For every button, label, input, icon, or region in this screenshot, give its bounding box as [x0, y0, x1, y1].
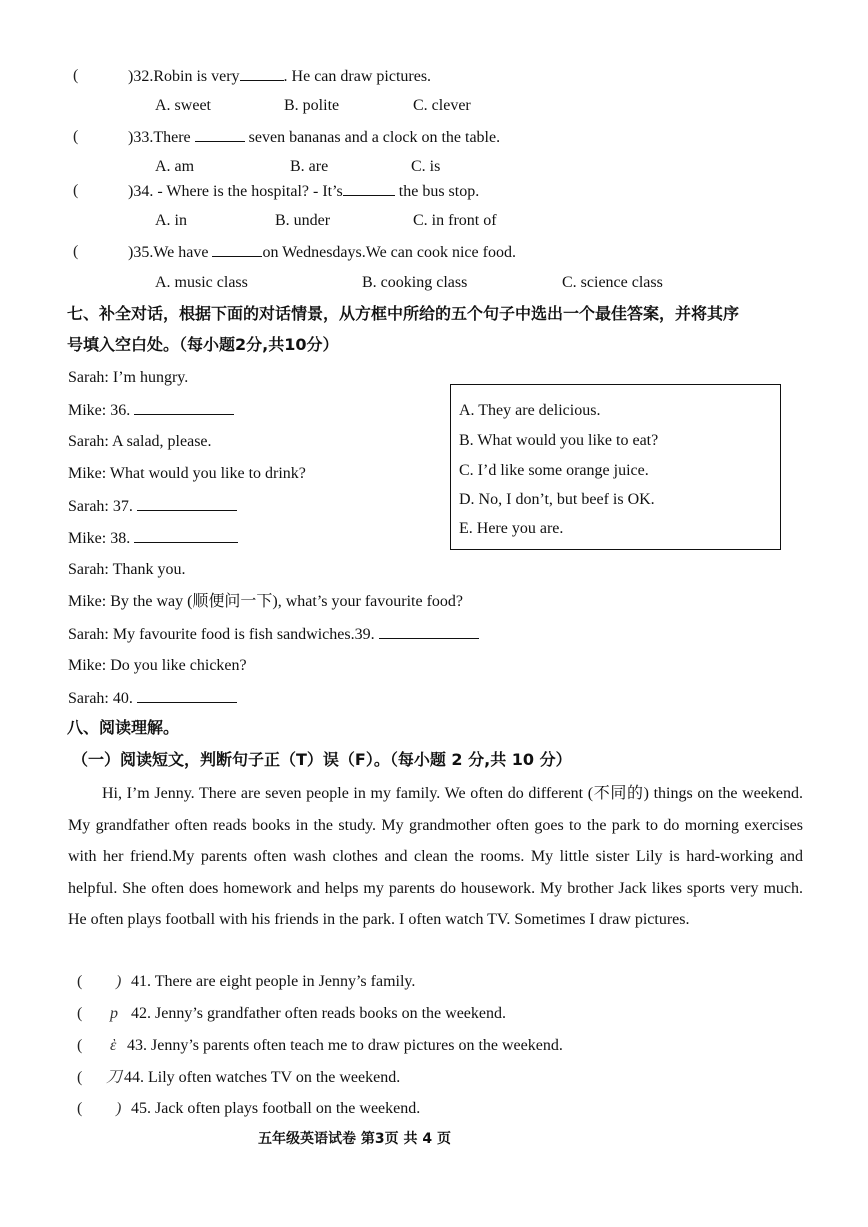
option-b: B. under: [275, 212, 331, 229]
answer-blank: [134, 400, 234, 415]
answer-mark: 刀: [106, 1069, 123, 1086]
answer-bracket: (: [77, 1037, 83, 1054]
question-text: )33.There: [128, 129, 191, 146]
section-7-heading-cont: 号填入空白处。（每小题2分,共10分）: [67, 335, 339, 354]
dialogue-line: [68, 688, 237, 709]
answer-bracket: (: [73, 182, 79, 199]
answer-mark: ): [116, 973, 122, 990]
answer-blank: [137, 688, 237, 703]
dialogue-line: [68, 528, 238, 549]
dialogue-line: Sarah: I’m hungry.: [68, 369, 189, 386]
option-b: B. cooking class: [362, 274, 468, 291]
dialogue-line: Sarah: A salad, please.: [68, 433, 212, 450]
dialogue-line: [68, 496, 237, 517]
question-text: )34. - Where is the hospital? - It’s: [128, 183, 343, 200]
dialogue-line: [68, 624, 479, 645]
option-c: C. science class: [562, 274, 663, 291]
answer-bracket: (: [73, 67, 79, 84]
question-text: )32.Robin is very: [128, 68, 240, 85]
reading-passage: Hi, I’m Jenny. There are seven people in my family. We often do different (不同的) things on the weekend. My grandfather often reads books in the study. My grandmother often goes to the park to do morning exercises with her friend.My parents often wash clothes and clean the rooms. My little sister Lily is hard-working and helpful. She often does homework and helps my parents do housework. My brother Jack likes sports very much. He often plays football with his friends in the park. I often watch TV. Sometimes I draw pictures.: [68, 785, 803, 928]
box-option-a: A. They are delicious.: [459, 402, 601, 419]
dialogue-line: Mike: By the way (顺便问一下), what’s your favourite food?: [68, 593, 464, 610]
dialogue-text: Sarah: 37.: [68, 498, 133, 515]
answer-blank: [195, 127, 245, 142]
page-footer: 五年级英语试卷 第3页 共 4 页: [258, 1131, 451, 1147]
answer-mark: ὲ: [110, 1037, 117, 1054]
answer-bracket: (: [77, 1100, 83, 1117]
answer-bracket: (: [73, 128, 79, 145]
answer-blank: [240, 66, 284, 81]
answer-blank: [137, 496, 237, 511]
option-b: B. polite: [284, 97, 340, 114]
box-option-d: D. No, I don’t, but beef is OK.: [459, 491, 655, 508]
option-a: A. sweet: [155, 97, 211, 114]
tf-question-45: 45. Jack often plays football on the weekend.: [131, 1100, 421, 1117]
question-35: [128, 242, 516, 263]
option-a: A. am: [155, 158, 195, 175]
answer-bracket: (: [77, 973, 83, 990]
dialogue-text: Sarah: My favourite food is fish sandwiches.39.: [68, 626, 375, 643]
option-c: C. in front of: [413, 212, 497, 229]
question-33: [128, 127, 500, 148]
dialogue-text: Sarah: 40.: [68, 690, 133, 707]
tf-question-44: 44. Lily often watches TV on the weekend.: [124, 1069, 401, 1086]
option-c: C. clever: [413, 97, 471, 114]
question-text: . He can draw pictures.: [283, 68, 432, 85]
question-text: seven bananas and a clock on the table.: [248, 129, 501, 146]
answer-bracket: (: [77, 1069, 83, 1086]
tf-question-43: 43. Jenny’s parents often teach me to draw pictures on the weekend.: [127, 1037, 563, 1054]
option-c: C. is: [411, 158, 441, 175]
question-text: )35.We have: [128, 244, 209, 261]
section-8-heading: 八、阅读理解。: [67, 718, 180, 737]
question-32: [128, 66, 431, 87]
answer-blank: [379, 624, 479, 639]
answer-blank: [134, 528, 238, 543]
answer-blank: [343, 181, 395, 196]
answer-bracket: (: [73, 243, 79, 260]
tf-question-42: 42. Jenny’s grandfather often reads books on the weekend.: [131, 1005, 506, 1022]
answer-bracket: (: [77, 1005, 83, 1022]
section-7-heading: 七、补全对话，根据下面的对话情景，从方框中所给的五个句子中选出一个最佳答案，并将其序: [67, 304, 740, 323]
option-a: A. music class: [155, 274, 248, 291]
dialogue-text: Mike: 38.: [68, 530, 131, 547]
option-a: A. in: [155, 212, 187, 229]
question-text: on Wednesdays.We can cook nice food.: [262, 244, 516, 261]
answer-mark: ): [116, 1100, 122, 1117]
dialogue-line: Mike: What would you like to drink?: [68, 465, 306, 482]
dialogue-line: [68, 400, 234, 421]
tf-question-41: 41. There are eight people in Jenny’s family.: [131, 973, 416, 990]
question-34: [128, 181, 479, 202]
box-option-c: C. I’d like some orange juice.: [459, 462, 649, 479]
box-option-b: B. What would you like to eat?: [459, 432, 659, 449]
option-b: B. are: [290, 158, 329, 175]
dialogue-text: Mike: 36.: [68, 402, 131, 419]
section-8-subheading: （一）阅读短文，判断句子正（T）误（F）。（每小题 2 分,共 10 分）: [72, 750, 572, 769]
dialogue-line: Mike: Do you like chicken?: [68, 657, 247, 674]
answer-blank: [212, 242, 262, 257]
box-option-e: E. Here you are.: [459, 520, 564, 537]
options-box: [450, 384, 781, 550]
dialogue-line: Sarah: Thank you.: [68, 561, 186, 578]
question-text: the bus stop.: [398, 183, 480, 200]
answer-mark: p: [110, 1005, 118, 1022]
